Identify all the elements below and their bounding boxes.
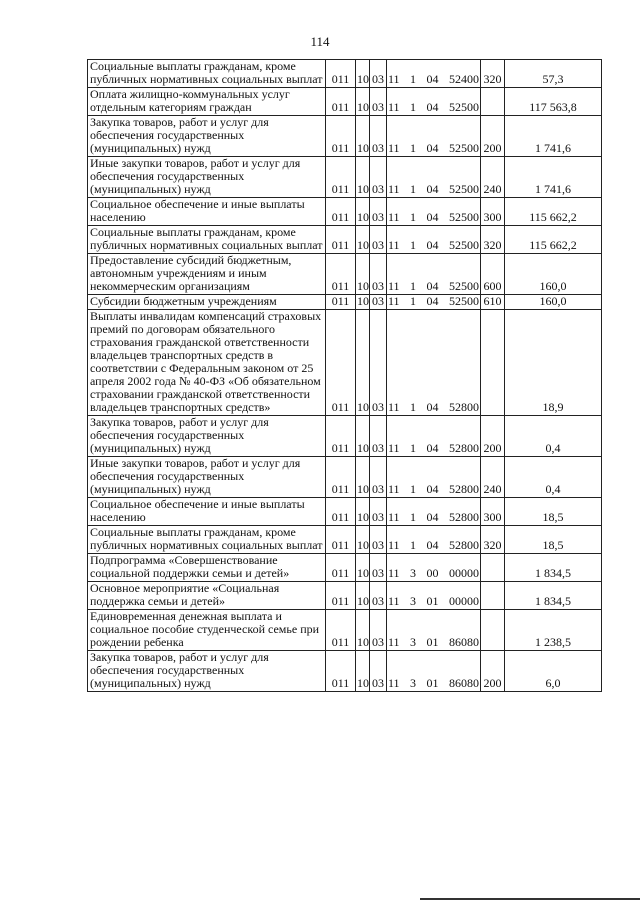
target-article-parts xyxy=(388,539,479,552)
row-name: Субсидии бюджетным учреждениям xyxy=(88,295,326,310)
row-name: Иные закупки товаров, работ и услуг для обеспечения государственных (муниципальных) нужд xyxy=(88,157,326,198)
amount: 1 741,6 xyxy=(505,157,602,198)
target-article-code xyxy=(387,554,481,582)
amount: 0,4 xyxy=(505,416,602,457)
target-article-code xyxy=(387,60,481,88)
table-row xyxy=(88,226,602,254)
target-article-part: 04 xyxy=(426,294,439,308)
target-article-part: 04 xyxy=(426,100,439,114)
target-article-code xyxy=(387,295,481,310)
amount: 160,0 xyxy=(505,295,602,310)
target-article-code xyxy=(387,198,481,226)
target-article-part: 1 xyxy=(410,510,417,524)
target-article-part: 11 xyxy=(388,294,400,308)
section-code: 10 xyxy=(356,457,370,498)
table-row xyxy=(88,582,602,610)
row-name: Социальное обеспечение и иные выплаты населению xyxy=(88,198,326,226)
subsection-code: 03 xyxy=(370,310,387,416)
row-name: Закупка товаров, работ и услуг для обеспечения государственных (муниципальных) нужд xyxy=(88,116,326,157)
target-article-parts xyxy=(388,567,479,580)
expense-type-code: 240 xyxy=(481,457,505,498)
table-row xyxy=(88,416,602,457)
expense-type-code xyxy=(481,610,505,651)
subsection-code: 03 xyxy=(370,582,387,610)
dept-code: 011 xyxy=(326,310,356,416)
subsection-code: 03 xyxy=(370,526,387,554)
expense-type-code: 300 xyxy=(481,198,505,226)
dept-code: 011 xyxy=(326,226,356,254)
target-article-part: 11 xyxy=(388,210,400,224)
section-code: 10 xyxy=(356,498,370,526)
expense-type-code: 300 xyxy=(481,498,505,526)
subsection-code: 03 xyxy=(370,157,387,198)
target-article-part: 86080 xyxy=(448,635,479,649)
table-row xyxy=(88,88,602,116)
dept-code: 011 xyxy=(326,651,356,692)
expense-type-code: 600 xyxy=(481,254,505,295)
target-article-parts xyxy=(388,239,479,252)
table-row xyxy=(88,157,602,198)
row-name: Социальные выплаты гражданам, кроме публичных нормативных социальных выплат xyxy=(88,226,326,254)
row-name: Предоставление субсидий бюджетным, автономным учреждениям и иным некоммерческим организациям xyxy=(88,254,326,295)
target-article-part: 3 xyxy=(410,676,417,690)
expense-type-code: 320 xyxy=(481,60,505,88)
target-article-part: 04 xyxy=(426,182,439,196)
target-article-part: 52500 xyxy=(448,141,479,155)
subsection-code: 03 xyxy=(370,457,387,498)
target-article-part: 52500 xyxy=(448,182,479,196)
row-name: Оплата жилищно-коммунальных услуг отдельным категориям граждан xyxy=(88,88,326,116)
table-row xyxy=(88,457,602,498)
row-name: Основное мероприятие «Социальная поддержка семьи и детей» xyxy=(88,582,326,610)
target-article-part: 1 xyxy=(410,210,417,224)
target-article-part: 04 xyxy=(426,210,439,224)
subsection-code: 03 xyxy=(370,226,387,254)
row-name: Иные закупки товаров, работ и услуг для обеспечения государственных (муниципальных) нужд xyxy=(88,457,326,498)
dept-code: 011 xyxy=(326,198,356,226)
dept-code: 011 xyxy=(326,457,356,498)
target-article-parts xyxy=(388,511,479,524)
subsection-code: 03 xyxy=(370,554,387,582)
target-article-part: 52800 xyxy=(448,482,479,496)
target-article-part: 1 xyxy=(410,538,417,552)
table-row xyxy=(88,651,602,692)
target-article-part: 11 xyxy=(388,72,400,86)
expense-type-code xyxy=(481,310,505,416)
expense-type-code: 200 xyxy=(481,651,505,692)
target-article-code xyxy=(387,526,481,554)
target-article-part: 11 xyxy=(388,441,400,455)
section-code: 10 xyxy=(356,88,370,116)
target-article-code xyxy=(387,416,481,457)
section-code: 10 xyxy=(356,254,370,295)
target-article-part: 52500 xyxy=(448,210,479,224)
expense-type-code xyxy=(481,582,505,610)
target-article-part: 11 xyxy=(388,510,400,524)
table-row xyxy=(88,610,602,651)
amount: 6,0 xyxy=(505,651,602,692)
target-article-part: 04 xyxy=(426,441,439,455)
page-number: 114 xyxy=(310,34,330,49)
target-article-part: 11 xyxy=(388,538,400,552)
scan-edge-line xyxy=(420,898,640,900)
target-article-part: 04 xyxy=(426,279,439,293)
dept-code: 011 xyxy=(326,554,356,582)
section-code: 10 xyxy=(356,198,370,226)
section-code: 10 xyxy=(356,610,370,651)
target-article-code xyxy=(387,457,481,498)
target-article-part: 52800 xyxy=(448,510,479,524)
target-article-part: 11 xyxy=(388,635,400,649)
section-code: 10 xyxy=(356,651,370,692)
section-code: 10 xyxy=(356,582,370,610)
subsection-code: 03 xyxy=(370,295,387,310)
row-name: Выплаты инвалидам компенсаций страховых премий по договорам обязательного страхования гражданской ответственности владельцев транспортных средств в соответствии с Федеральным законом от 25 апреля 2002 года № 40-ФЗ «Об обязательном страховании гражданской ответственности владельцев транспортных средств» xyxy=(88,310,326,416)
target-article-part: 52800 xyxy=(448,538,479,552)
target-article-part: 1 xyxy=(410,294,417,308)
table-row xyxy=(88,116,602,157)
row-name: Социальное обеспечение и иные выплаты населению xyxy=(88,498,326,526)
target-article-part: 04 xyxy=(426,400,439,414)
amount: 160,0 xyxy=(505,254,602,295)
target-article-code xyxy=(387,226,481,254)
target-article-part: 11 xyxy=(388,141,400,155)
target-article-part: 11 xyxy=(388,182,400,196)
target-article-part: 1 xyxy=(410,441,417,455)
target-article-part: 01 xyxy=(426,594,439,608)
dept-code: 011 xyxy=(326,498,356,526)
target-article-parts xyxy=(388,183,479,196)
expense-type-code: 320 xyxy=(481,526,505,554)
target-article-part: 1 xyxy=(410,400,417,414)
section-code: 10 xyxy=(356,554,370,582)
target-article-part: 1 xyxy=(410,72,417,86)
table-row xyxy=(88,254,602,295)
amount: 1 741,6 xyxy=(505,116,602,157)
expense-type-code: 320 xyxy=(481,226,505,254)
expense-type-code: 240 xyxy=(481,157,505,198)
table-row xyxy=(88,498,602,526)
target-article-part: 00000 xyxy=(448,566,479,580)
target-article-parts xyxy=(388,211,479,224)
target-article-code xyxy=(387,610,481,651)
dept-code: 011 xyxy=(326,610,356,651)
subsection-code: 03 xyxy=(370,254,387,295)
dept-code: 011 xyxy=(326,295,356,310)
row-name: Закупка товаров, работ и услуг для обеспечения государственных (муниципальных) нужд xyxy=(88,651,326,692)
table-row xyxy=(88,198,602,226)
dept-code: 011 xyxy=(326,88,356,116)
budget-table xyxy=(87,59,602,692)
target-article-part: 52500 xyxy=(448,279,479,293)
section-code: 10 xyxy=(356,116,370,157)
target-article-part: 11 xyxy=(388,279,400,293)
section-code: 10 xyxy=(356,60,370,88)
expense-type-code: 610 xyxy=(481,295,505,310)
target-article-part: 1 xyxy=(410,182,417,196)
target-article-code xyxy=(387,582,481,610)
target-article-code xyxy=(387,116,481,157)
target-article-code xyxy=(387,498,481,526)
target-article-part: 11 xyxy=(388,482,400,496)
target-article-part: 04 xyxy=(426,510,439,524)
target-article-code xyxy=(387,157,481,198)
table-row xyxy=(88,310,602,416)
section-code: 10 xyxy=(356,226,370,254)
target-article-part: 00 xyxy=(426,566,439,580)
target-article-parts xyxy=(388,142,479,155)
target-article-parts xyxy=(388,595,479,608)
table-body xyxy=(88,60,602,692)
section-code: 10 xyxy=(356,157,370,198)
target-article-part: 01 xyxy=(426,635,439,649)
target-article-part: 11 xyxy=(388,400,400,414)
target-article-code xyxy=(387,254,481,295)
dept-code: 011 xyxy=(326,116,356,157)
target-article-parts xyxy=(388,295,479,308)
section-code: 10 xyxy=(356,310,370,416)
dept-code: 011 xyxy=(326,60,356,88)
subsection-code: 03 xyxy=(370,198,387,226)
row-name: Подпрограмма «Совершенствование социальной поддержки семьи и детей» xyxy=(88,554,326,582)
subsection-code: 03 xyxy=(370,651,387,692)
target-article-part: 11 xyxy=(388,676,400,690)
row-name: Социальные выплаты гражданам, кроме публичных нормативных социальных выплат xyxy=(88,526,326,554)
target-article-part: 11 xyxy=(388,594,400,608)
target-article-part: 00000 xyxy=(448,594,479,608)
target-article-part: 1 xyxy=(410,482,417,496)
expense-type-code xyxy=(481,88,505,116)
target-article-code xyxy=(387,651,481,692)
amount: 1 238,5 xyxy=(505,610,602,651)
section-code: 10 xyxy=(356,526,370,554)
target-article-part: 52800 xyxy=(448,400,479,414)
dept-code: 011 xyxy=(326,526,356,554)
target-article-parts xyxy=(388,442,479,455)
target-article-part: 86080 xyxy=(448,676,479,690)
target-article-part: 11 xyxy=(388,238,400,252)
amount: 117 563,8 xyxy=(505,88,602,116)
target-article-part: 52800 xyxy=(448,441,479,455)
row-name: Единовременная денежная выплата и социальное пособие студенческой семье при рождении ребенка xyxy=(88,610,326,651)
target-article-part: 3 xyxy=(410,594,417,608)
target-article-part: 52500 xyxy=(448,294,479,308)
target-article-part: 04 xyxy=(426,482,439,496)
target-article-parts xyxy=(388,401,479,414)
target-article-part: 04 xyxy=(426,141,439,155)
target-article-parts xyxy=(388,677,479,690)
target-article-part: 11 xyxy=(388,566,400,580)
dept-code: 011 xyxy=(326,582,356,610)
target-article-parts xyxy=(388,280,479,293)
amount: 1 834,5 xyxy=(505,554,602,582)
target-article-parts xyxy=(388,483,479,496)
row-name: Социальные выплаты гражданам, кроме публичных нормативных социальных выплат xyxy=(88,60,326,88)
subsection-code: 03 xyxy=(370,88,387,116)
subsection-code: 03 xyxy=(370,416,387,457)
table-row xyxy=(88,295,602,310)
expense-type-code: 200 xyxy=(481,116,505,157)
target-article-part: 11 xyxy=(388,100,400,114)
amount: 115 662,2 xyxy=(505,226,602,254)
dept-code: 011 xyxy=(326,157,356,198)
dept-code: 011 xyxy=(326,254,356,295)
target-article-part: 1 xyxy=(410,238,417,252)
amount: 57,3 xyxy=(505,60,602,88)
target-article-code xyxy=(387,310,481,416)
amount: 115 662,2 xyxy=(505,198,602,226)
table-row xyxy=(88,554,602,582)
target-article-part: 3 xyxy=(410,566,417,580)
table-row xyxy=(88,60,602,88)
section-code: 10 xyxy=(356,416,370,457)
target-article-code xyxy=(387,88,481,116)
expense-type-code: 200 xyxy=(481,416,505,457)
target-article-parts xyxy=(388,101,479,114)
subsection-code: 03 xyxy=(370,498,387,526)
table-row xyxy=(88,526,602,554)
row-name: Закупка товаров, работ и услуг для обеспечения государственных (муниципальных) нужд xyxy=(88,416,326,457)
target-article-part: 3 xyxy=(410,635,417,649)
amount: 18,5 xyxy=(505,526,602,554)
target-article-part: 1 xyxy=(410,279,417,293)
dept-code: 011 xyxy=(326,416,356,457)
target-article-part: 01 xyxy=(426,676,439,690)
subsection-code: 03 xyxy=(370,610,387,651)
target-article-part: 52400 xyxy=(448,72,479,86)
amount: 18,5 xyxy=(505,498,602,526)
amount: 1 834,5 xyxy=(505,582,602,610)
target-article-parts xyxy=(388,73,479,86)
target-article-part: 1 xyxy=(410,141,417,155)
target-article-part: 04 xyxy=(426,238,439,252)
amount: 0,4 xyxy=(505,457,602,498)
target-article-part: 52500 xyxy=(448,100,479,114)
target-article-part: 04 xyxy=(426,538,439,552)
target-article-part: 52500 xyxy=(448,238,479,252)
target-article-parts xyxy=(388,636,479,649)
target-article-part: 04 xyxy=(426,72,439,86)
target-article-part: 1 xyxy=(410,100,417,114)
subsection-code: 03 xyxy=(370,116,387,157)
amount: 18,9 xyxy=(505,310,602,416)
subsection-code: 03 xyxy=(370,60,387,88)
section-code: 10 xyxy=(357,294,369,308)
expense-type-code xyxy=(481,554,505,582)
